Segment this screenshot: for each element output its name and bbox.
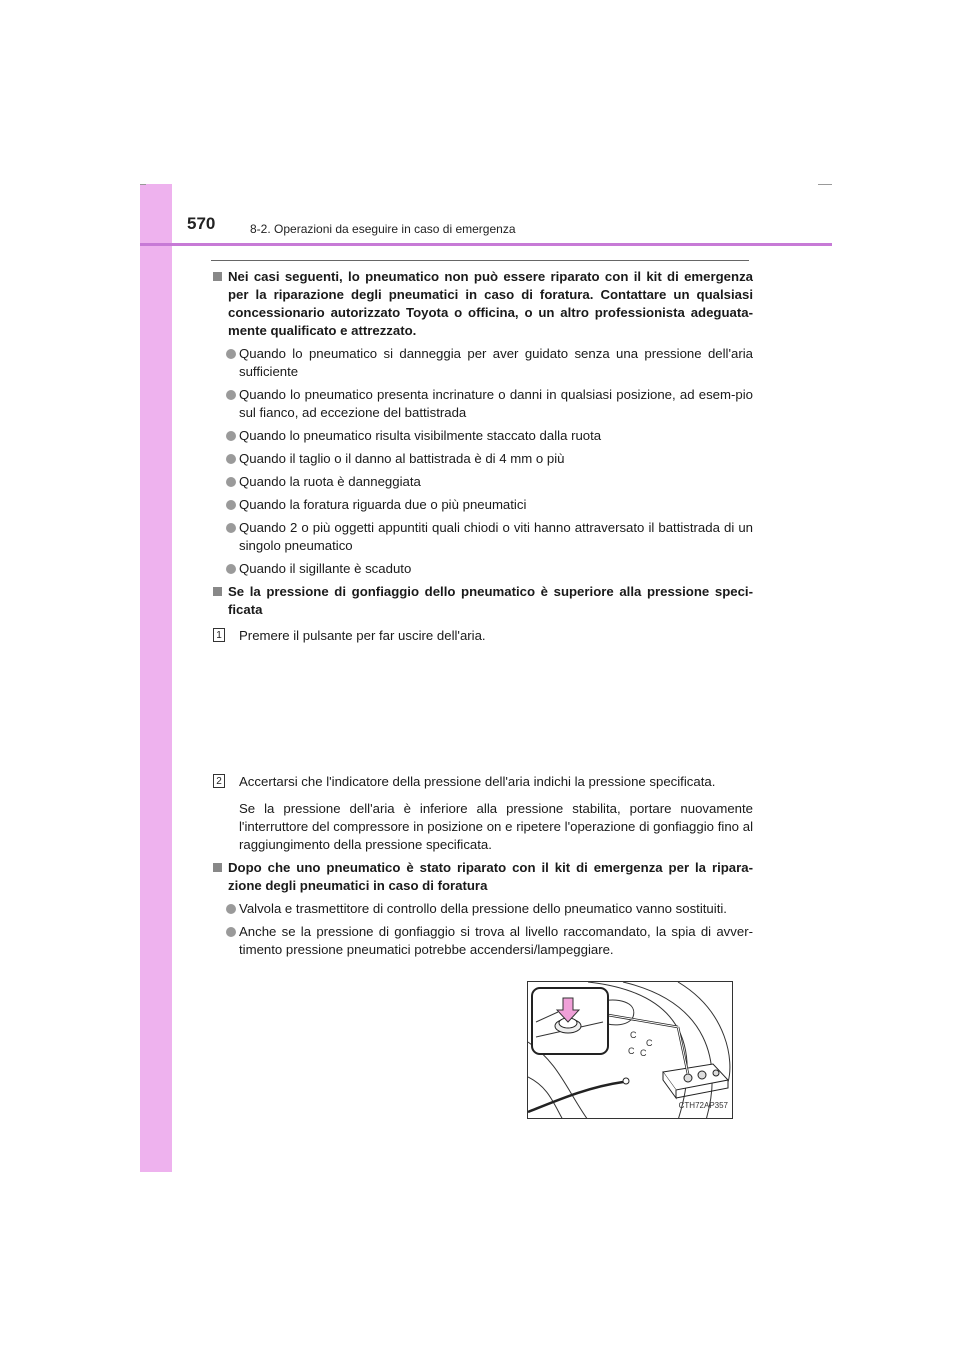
circle-bullet-icon [226, 904, 236, 914]
figure-code: CTH72AP357 [678, 1101, 728, 1110]
square-bullet-icon [213, 587, 222, 596]
list-item-text: Quando 2 o più oggetti appuntiti quali chiodi o viti hanno attraversato il battistrada di un singolo pneumatico [239, 520, 753, 553]
step-2 [213, 773, 753, 791]
content-top-rule [211, 260, 749, 261]
list-item [213, 386, 753, 422]
list-item-text: Quando lo pneumatico risulta visibilmente staccato dalla ruota [239, 428, 602, 443]
list-item-text: Quando il taglio o il danno al battistrada è di 4 mm o più [239, 451, 565, 466]
heading-text: Dopo che uno pneumatico è stato riparato con il kit di emergenza per la ripara-zione degli pneumatici in caso di foratura [228, 860, 753, 893]
circle-bullet-icon [226, 500, 236, 510]
list-item-text: Quando il sigillante è scaduto [239, 561, 412, 576]
list-item [213, 496, 753, 514]
heading-cannot-repair [213, 268, 753, 340]
page-number: 570 [187, 214, 216, 233]
step-1 [213, 627, 509, 645]
step-2-note: Se la pressione dell'aria è inferiore alla pressione stabilita, portare nuovamente l'interruttore del compressore in posizione on e ripetere l'operazione di gonfiaggio fino al raggiungimento della pressione specificata. [239, 801, 753, 852]
list-item [213, 473, 753, 491]
list-item [213, 900, 753, 918]
heading-text: Se la pressione di gonfiaggio dello pneumatico è superiore alla pressione speci-ficata [228, 584, 753, 617]
circle-bullet-icon [226, 564, 236, 574]
square-bullet-icon [213, 272, 222, 281]
circle-bullet-icon [226, 523, 236, 533]
step-number-badge: 1 [213, 628, 225, 642]
list-item-text: Quando lo pneumatico presenta incrinature o danni in qualsiasi posizione, ad esem-pio sul fianco, ad eccezione del battistrada [239, 387, 753, 420]
square-bullet-icon [213, 863, 222, 872]
header-divider [140, 243, 832, 246]
svg-text:C: C [646, 1038, 653, 1048]
list-item [213, 560, 753, 578]
step-text: Premere il pulsante per far uscire dell'aria. [239, 628, 486, 643]
list-item-text: Quando lo pneumatico si danneggia per aver guidato senza una pressione dell'aria sufficiente [239, 346, 753, 379]
circle-bullet-icon [226, 431, 236, 441]
circle-bullet-icon [226, 454, 236, 464]
crop-mark-right [818, 184, 832, 185]
side-tab-bar [140, 184, 172, 1172]
main-content [213, 268, 753, 1110]
section-title: 8-2. Operazioni da eseguire in caso di emergenza [250, 222, 516, 236]
list-item [213, 450, 753, 468]
step-text: Accertarsi che l'indicatore della pressione dell'aria indichi la pressione specificata. [239, 774, 716, 789]
list-item [213, 345, 753, 381]
list-item-text: Anche se la pressione di gonfiaggio si trova al livello raccomandato, la spia di avver-timento pressione pneumatici potrebbe accendersi/lampeggiare. [239, 924, 753, 957]
svg-text:C: C [630, 1030, 637, 1040]
list-item [213, 923, 753, 959]
list-item-text: Valvola e trasmettitore di controllo della pressione dello pneumatico vanno sostituiti. [239, 901, 727, 916]
heading-after-repair [213, 859, 753, 895]
circle-bullet-icon [226, 349, 236, 359]
list-item-text: Quando la ruota è danneggiata [239, 474, 421, 489]
crop-mark-left [140, 184, 146, 185]
illustration-air-release [527, 981, 733, 1119]
list-item [213, 519, 753, 555]
circle-bullet-icon [226, 927, 236, 937]
svg-text:C: C [628, 1046, 635, 1056]
heading-pressure-too-high [213, 583, 753, 619]
svg-text:C: C [640, 1048, 647, 1058]
step-number-badge: 2 [213, 774, 225, 788]
list-item-text: Quando la foratura riguarda due o più pneumatici [239, 497, 527, 512]
list-item [213, 427, 753, 445]
heading-text: Nei casi seguenti, lo pneumatico non può essere riparato con il kit di emergenza per la riparazione degli pneumatici in caso di foratura. Contattare un qualsiasi concessionario autorizzato Toyota o officina, o un altro professionista adeguata-mente qualificato e attrezzato. [228, 269, 753, 338]
circle-bullet-icon [226, 390, 236, 400]
circle-bullet-icon [226, 477, 236, 487]
